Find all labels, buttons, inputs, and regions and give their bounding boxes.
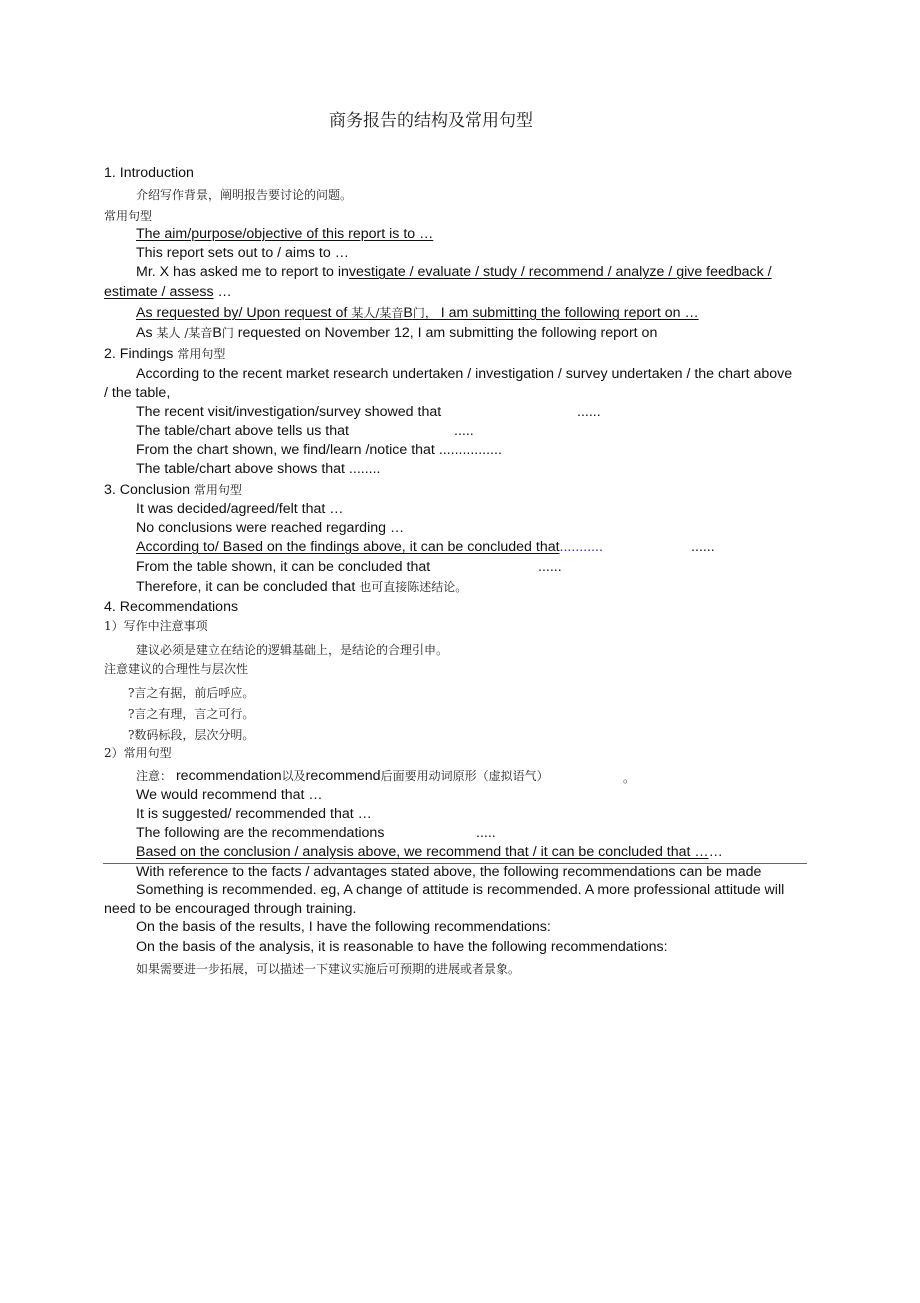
intro-phrase-3-verbs: vestigate / evaluate / study / recommend / analyze / give feedback / — [348, 264, 772, 280]
recommend-phrase-4-ellipsis: … — [708, 844, 723, 860]
findings-heading — [104, 345, 225, 363]
conclusion-phrase-3-blue-dots: ........... — [559, 539, 603, 555]
findings-phrase-2: The recent visit/investigation/survey showed that — [136, 404, 442, 420]
conclusion-phrase-5-text: Therefore, it can be concluded that — [136, 579, 360, 595]
writing-note-bullet-3: ?数码标段，层次分明。 — [128, 728, 255, 742]
findings-phrase-5: The table/chart above shows that ........ — [136, 461, 381, 477]
conclusion-phrase-4-dots: ...... — [538, 559, 562, 575]
findings-phrase-3: The table/chart above tells us that — [136, 423, 349, 439]
introduction-heading: 1. Introduction — [104, 165, 194, 181]
page-title: 商务报告的结构及常用句型 — [329, 111, 533, 131]
intro-phrase-3-start: Mr. X has asked me to report to in — [136, 264, 349, 280]
conclusion-heading-text: 3. Conclusion — [104, 482, 194, 498]
findings-phrase-4: From the chart shown, we find/learn /notice that ................ — [136, 442, 502, 458]
note-end-mark: 。 — [623, 771, 636, 785]
findings-phrase-2-dots: ...... — [577, 404, 601, 420]
introduction-description: 介绍写作背景，阐明报告要讨论的问题。 — [136, 188, 353, 202]
recommend-phrase-3: The following are the recommendations — [136, 825, 385, 841]
conclusion-phrase-3 — [136, 538, 603, 556]
writing-note-reasonable: 注意建议的合理性与层次性 — [104, 662, 249, 676]
findings-heading-text: 2. Findings — [104, 346, 178, 362]
intro-phrase-5-part-a: As — [136, 325, 157, 341]
recommend-phrase-1: We would recommend that … — [136, 787, 323, 803]
findings-phrase-3-dots: ..... — [454, 423, 474, 439]
writing-note-bullet-2: ?言之有理，言之可行。 — [128, 707, 255, 721]
recommend-phrase-5: With reference to the facts / advantages stated above, the following recommendations can be made — [136, 864, 762, 880]
intro-phrase-3-verbs-end: estimate / assess — [104, 284, 214, 300]
conclusion-phrase-3-text: According to/ Based on the findings above, it can be concluded that — [136, 539, 560, 555]
introduction-phrases-label: 常用句型 — [104, 209, 153, 223]
findings-phrases-label: 常用句型 — [177, 347, 226, 361]
conclusion-phrase-5-note: 也可直接陈述结论。 — [359, 580, 468, 594]
intro-phrase-5-part-c: B — [212, 325, 222, 341]
note-label: 注意： — [136, 769, 173, 783]
intro-phrase-5-part-e: requested on November 12, I am submitting the following report on — [233, 325, 658, 341]
conclusion-phrase-2: No conclusions were reached regarding … — [136, 520, 405, 536]
note-and: 以及 — [281, 769, 306, 783]
note-rule: 后面要用动词原形（虚拟语气） — [380, 769, 549, 783]
recommend-phrase-2: It is suggested/ recommended that … — [136, 806, 372, 822]
note-word-recommendation: recommendation — [172, 768, 282, 784]
intro-phrase-4 — [136, 304, 699, 322]
intro-phrase-5 — [136, 324, 657, 342]
writing-notes-subheading: 1）写作中注意事项 — [104, 619, 208, 633]
intro-phrase-5-part-d: 门 — [221, 326, 234, 340]
recommend-phrase-6-continued: need to be encouraged through training. — [104, 901, 357, 917]
intro-phrase-3-ellipsis: … — [213, 284, 232, 300]
recommend-phrase-6: Something is recommended. eg, A change of attitude is recommended. A more professional attitude will — [136, 882, 785, 898]
intro-phrase-4-part-d: 门， — [412, 306, 437, 320]
findings-phrase-1-continued: / the table, — [104, 385, 171, 401]
recommend-phrase-8: On the basis of the analysis, it is reasonable to have the following recommendations: — [136, 939, 668, 955]
conclusion-phrase-4: From the table shown, it can be concluded that — [136, 559, 431, 575]
recommend-phrase-4 — [136, 843, 723, 861]
conclusion-phrase-5 — [136, 578, 467, 596]
recommend-phrase-3-dots: ..... — [476, 825, 496, 841]
writing-note-bullet-1: ?言之有据，前后呼应。 — [128, 686, 255, 700]
recommend-extension-note: 如果需要进一步拓展，可以描述一下建议实施后可预期的进展或者景象。 — [136, 962, 521, 976]
intro-phrase-4-part-e: I am submitting the following report on … — [436, 305, 699, 321]
conclusion-phrase-1: It was decided/agreed/felt that … — [136, 501, 344, 517]
recommend-grammar-note — [136, 767, 549, 785]
conclusion-heading — [104, 481, 242, 499]
intro-phrase-3 — [136, 263, 772, 281]
intro-phrase-4-part-c: B — [403, 305, 413, 321]
conclusion-phrase-3-dots: ...... — [691, 539, 715, 555]
common-phrases-subheading: 2）常用句型 — [104, 746, 172, 760]
recommendations-heading: 4. Recommendations — [104, 599, 239, 615]
intro-phrase-4-part-a: As requested by/ Upon request of — [136, 305, 352, 321]
intro-phrase-5-part-b: 某人 /某音 — [156, 326, 213, 340]
intro-phrase-3-continued — [104, 283, 232, 301]
recommend-phrase-7: On the basis of the results, I have the following recommendations: — [136, 919, 551, 935]
findings-phrase-1: According to the recent market research undertaken / investigation / survey undertaken / the chart above — [136, 366, 793, 382]
intro-phrase-2: This report sets out to / aims to … — [136, 245, 349, 261]
recommend-phrase-4-text: Based on the conclusion / analysis above, we recommend that / it can be concluded that … — [136, 844, 709, 860]
conclusion-phrases-label: 常用句型 — [193, 483, 242, 497]
intro-phrase-4-part-b: 某人/某音 — [351, 306, 404, 320]
note-word-recommend: recommend — [305, 768, 381, 784]
intro-phrase-1: The aim/purpose/objective of this report is to … — [136, 226, 434, 242]
writing-note-paragraph: 建议必须是建立在结论的逻辑基础上，是结论的合理引申。 — [136, 643, 449, 657]
